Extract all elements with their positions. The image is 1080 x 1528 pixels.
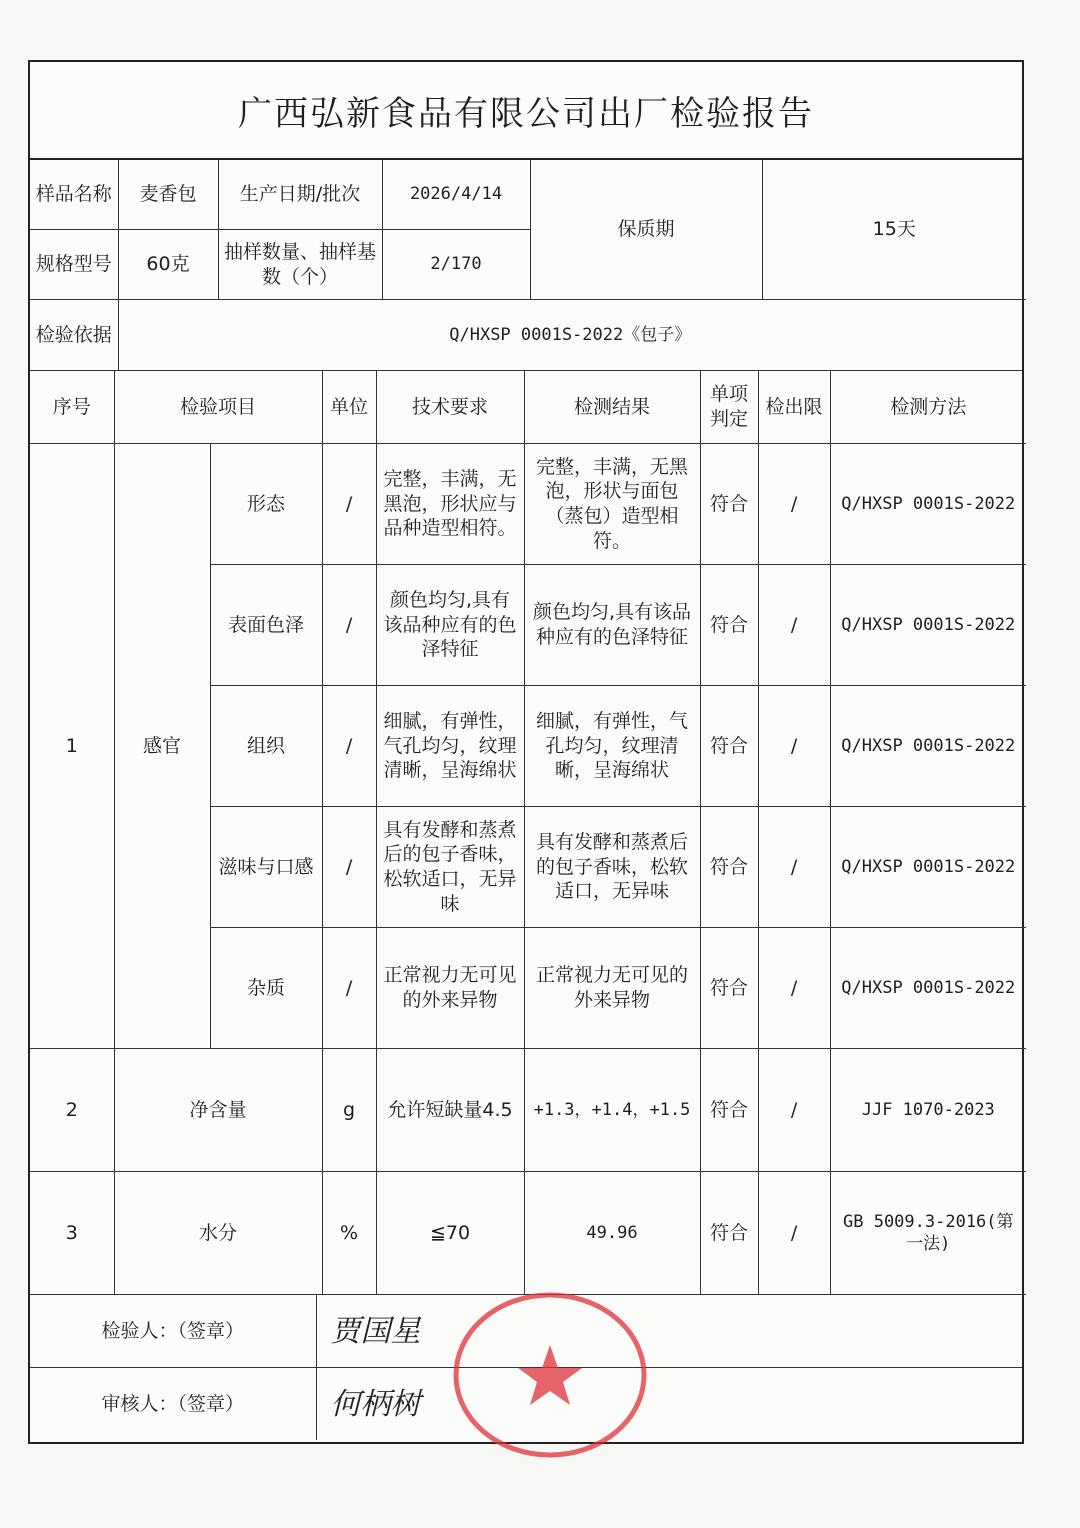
shelf-life-label: 保质期 [530,160,762,300]
report-title: 广西弘新食品有限公司出厂检验报告 [30,62,1022,160]
row-limit: / [758,444,830,565]
moisture-limit: / [758,1172,830,1295]
row-item: 滋味与口感 [210,807,322,928]
reviewer-label: 审核人：（签章） [30,1368,316,1441]
net-judgement: 符合 [700,1049,758,1172]
row-limit: / [758,686,830,807]
moisture-requirement: ≦70 [376,1172,524,1295]
header-limit: 检出限 [758,371,830,444]
moisture-method: GB 5009.3-2016(第一法) [830,1172,1026,1295]
header-seq: 序号 [30,371,114,444]
moisture-unit: % [322,1172,376,1295]
row-judgement: 符合 [700,565,758,686]
basis-label: 检验依据 [30,300,118,371]
net-seq: 2 [30,1049,114,1172]
row-requirement: 细腻，有弹性，气孔均匀，纹理清晰，呈海绵状 [376,686,524,807]
row-result: 正常视力无可见的外来异物 [524,928,700,1049]
row-judgement: 符合 [700,444,758,565]
row-judgement: 符合 [700,928,758,1049]
header-judgement: 单项判定 [700,371,758,444]
spec-value: 60克 [118,230,218,300]
row-method: Q/HXSP 0001S-2022 [830,928,1026,1049]
row-judgement: 符合 [700,807,758,928]
row-result: 细腻，有弹性，气孔均匀，纹理清晰，呈海绵状 [524,686,700,807]
basis-value: Q/HXSP 0001S-2022《包子》 [118,300,1022,371]
net-result: +1.3，+1.4，+1.5 [524,1049,700,1172]
row-result: 完整，丰满，无黑泡，形状与面包（蒸包）造型相符。 [524,444,700,565]
shelf-life-value: 15天 [762,160,1026,300]
sampling-qty-label: 抽样数量、抽样基数（个） [218,230,382,300]
row-judgement: 符合 [700,686,758,807]
spec-label: 规格型号 [30,230,118,300]
sample-info-table [30,160,1026,300]
row-method: Q/HXSP 0001S-2022 [830,686,1026,807]
production-date-value: 2026/4/14 [382,160,530,230]
row-requirement: 具有发酵和蒸煮后的包子香味，松软适口，无异味 [376,807,524,928]
header-unit: 单位 [322,371,376,444]
net-unit: g [322,1049,376,1172]
net-limit: / [758,1049,830,1172]
moisture-judgement: 符合 [700,1172,758,1295]
row-requirement: 完整，丰满，无黑泡，形状应与品种造型相符。 [376,444,524,565]
row-item: 表面色泽 [210,565,322,686]
net-item: 净含量 [114,1049,322,1172]
row-item: 杂质 [210,928,322,1049]
row-unit: / [322,565,376,686]
row-unit: / [322,807,376,928]
row-unit: / [322,928,376,1049]
sensory-seq: 1 [30,444,114,1049]
results-table [30,371,1026,1295]
row-result: 颜色均匀,具有该品种应有的色泽特征 [524,565,700,686]
inspector-label: 检验人：（签章） [30,1295,316,1368]
row-item: 形态 [210,444,322,565]
row-unit: / [322,686,376,807]
row-unit: / [322,444,376,565]
row-requirement: 颜色均匀,具有该品种应有的色泽特征 [376,565,524,686]
row-limit: / [758,807,830,928]
table-row [30,1049,1026,1172]
header-item: 检验项目 [114,371,322,444]
row-item: 组织 [210,686,322,807]
row-method: Q/HXSP 0001S-2022 [830,565,1026,686]
reviewer-signature: 何柄树 [316,1368,1022,1441]
table-row [30,444,1026,565]
header-method: 检测方法 [830,371,1026,444]
row-limit: / [758,928,830,1049]
table-row [30,1172,1026,1295]
row-method: Q/HXSP 0001S-2022 [830,807,1026,928]
row-result: 具有发酵和蒸煮后的包子香味，松软适口，无异味 [524,807,700,928]
inspection-report [28,60,1024,1444]
inspector-signature: 贾国星 [316,1295,1022,1368]
row-requirement: 正常视力无可见的外来异物 [376,928,524,1049]
signoff-table [30,1295,1022,1440]
production-date-label: 生产日期/批次 [218,160,382,230]
row-method: Q/HXSP 0001S-2022 [830,444,1026,565]
moisture-result: 49.96 [524,1172,700,1295]
moisture-seq: 3 [30,1172,114,1295]
net-method: JJF 1070-2023 [830,1049,1026,1172]
moisture-item: 水分 [114,1172,322,1295]
sensory-category: 感官 [114,444,210,1049]
basis-table [30,300,1022,371]
sample-name-value: 麦香包 [118,160,218,230]
header-requirement: 技术要求 [376,371,524,444]
row-limit: / [758,565,830,686]
sample-name-label: 样品名称 [30,160,118,230]
net-requirement: 允许短缺量4.5 [376,1049,524,1172]
sampling-qty-value: 2/170 [382,230,530,300]
header-result: 检测结果 [524,371,700,444]
